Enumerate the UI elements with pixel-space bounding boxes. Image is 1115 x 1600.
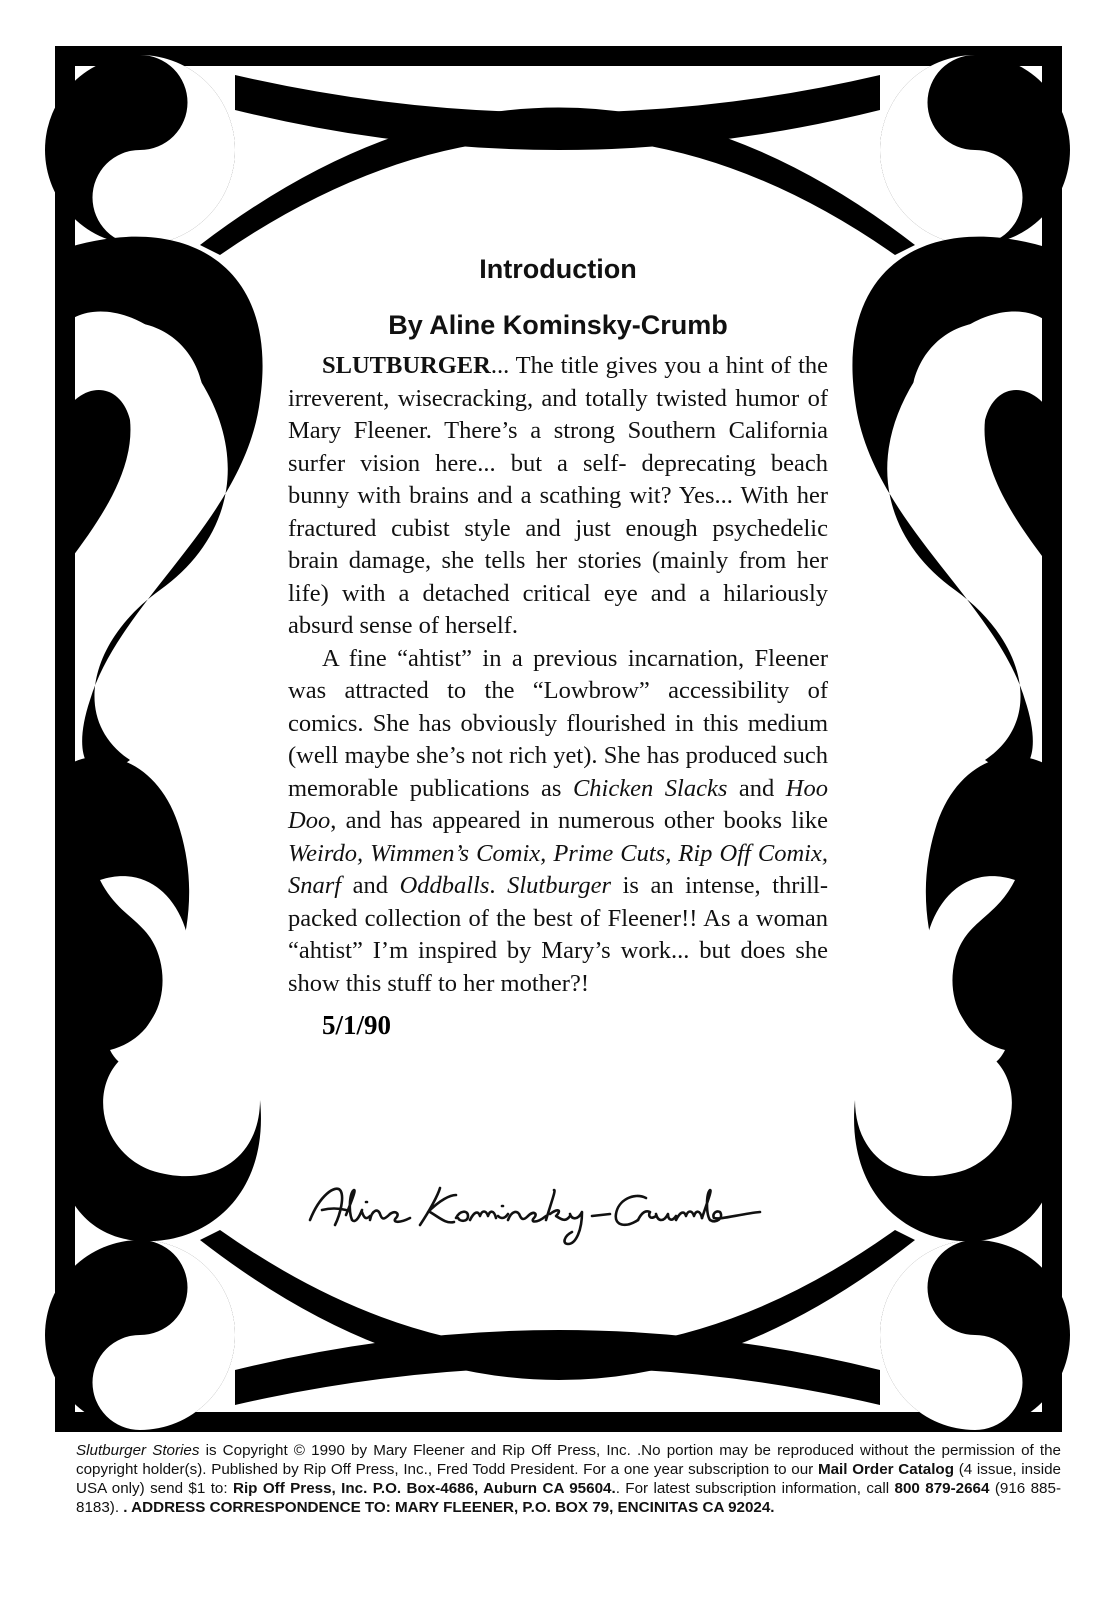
- intro-title: Introduction: [479, 254, 637, 284]
- footer-phone: 800 879-2664: [894, 1480, 990, 1497]
- title-hoo-doo: Hoo Doo: [288, 774, 828, 834]
- footer-address: Rip Off Press, Inc. P.O. Box-4686, Auburn CA 95604.: [232, 1480, 616, 1497]
- paragraph-1-text: ... The title gives you a hint of the irreverent, wisecracking, and totally twisted humor of Mary Fleener. There’s a strong Southern California surfer vision here... but a self- deprecating beach bunny with brains and a scathing wit? Yes... With her fractured cubist style and just enough psychedelic brain damage, she tells her stories (mainly from her life) with a detached critical eye and a hilariously absurd sense of herself.: [288, 352, 828, 639]
- footer-correspondence: . ADDRESS CORRESPONDENCE TO: MARY FLEENER, P.O. BOX 79, ENCINITAS CA 92024.: [123, 1499, 775, 1516]
- footer-catalog: Mail Order Catalog: [817, 1461, 954, 1478]
- date: 5/1/90: [322, 1010, 392, 1040]
- introduction-text-block: [288, 252, 828, 1432]
- yin-yang-icon: [880, 1240, 1070, 1430]
- intro-byline: By Aline Kominsky-Crumb: [388, 310, 728, 340]
- title-chicken-slacks: Chicken Slacks: [572, 774, 728, 802]
- paragraph-2-text: and: [341, 872, 400, 899]
- yin-yang-icon: [45, 55, 235, 245]
- right-swirl-ornaments: [852, 237, 1058, 1242]
- title-oddballs: Oddballs: [399, 872, 490, 899]
- copyright-footer: [76, 1441, 1061, 1517]
- paragraph-1: [288, 350, 828, 643]
- paragraph-2-text: and: [727, 774, 786, 802]
- title-slutburger: Slutburger: [507, 872, 612, 899]
- footer-text: (4 issue, inside USA only) send $1 to:: [76, 1461, 1061, 1497]
- paragraph-2: [288, 643, 828, 1001]
- lead-word: SLUTBURGER: [322, 352, 491, 379]
- paragraph-2-text: .: [489, 872, 508, 899]
- footer-text: . For latest subscription information, call: [615, 1480, 895, 1497]
- footer-title: Slutburger Stories: [76, 1442, 200, 1459]
- title-book-list: Weirdo, Wimmen’s Comix, Prime Cuts, Rip Off Comix, Snarf: [288, 839, 828, 899]
- yin-yang-icon: [880, 55, 1070, 245]
- yin-yang-icon: [45, 1240, 235, 1430]
- footer-text: is Copyright © 1990 by Mary Fleener and Rip Off Press, Inc. .No portion may be reproduced without the permission of the copyright holder(s). Published by Rip Off Press, Inc., Fred Todd President. For a one year subscription to our: [76, 1442, 1061, 1478]
- footer-text: (916 885-8183).: [76, 1480, 1062, 1516]
- left-swirl-ornaments: [57, 237, 263, 1242]
- paragraph-2-text: is an intense, thrill-packed collection of the best of Fleener!! As a woman “ahtist” I’m inspired by Mary’s work... but does she show this stuff to her mother?!: [288, 872, 829, 997]
- paragraph-2-text: A fine “ahtist” in a previous incarnation, Fleener was attracted to the “Lowbrow” accessibility of comics. She has obviously flourished in this medium (well maybe she’s not rich yet). She has produced such memorable publications as: [288, 644, 828, 802]
- signature-image: [300, 1170, 770, 1250]
- paragraph-2-text: , and has appeared in numerous other books like: [330, 807, 828, 834]
